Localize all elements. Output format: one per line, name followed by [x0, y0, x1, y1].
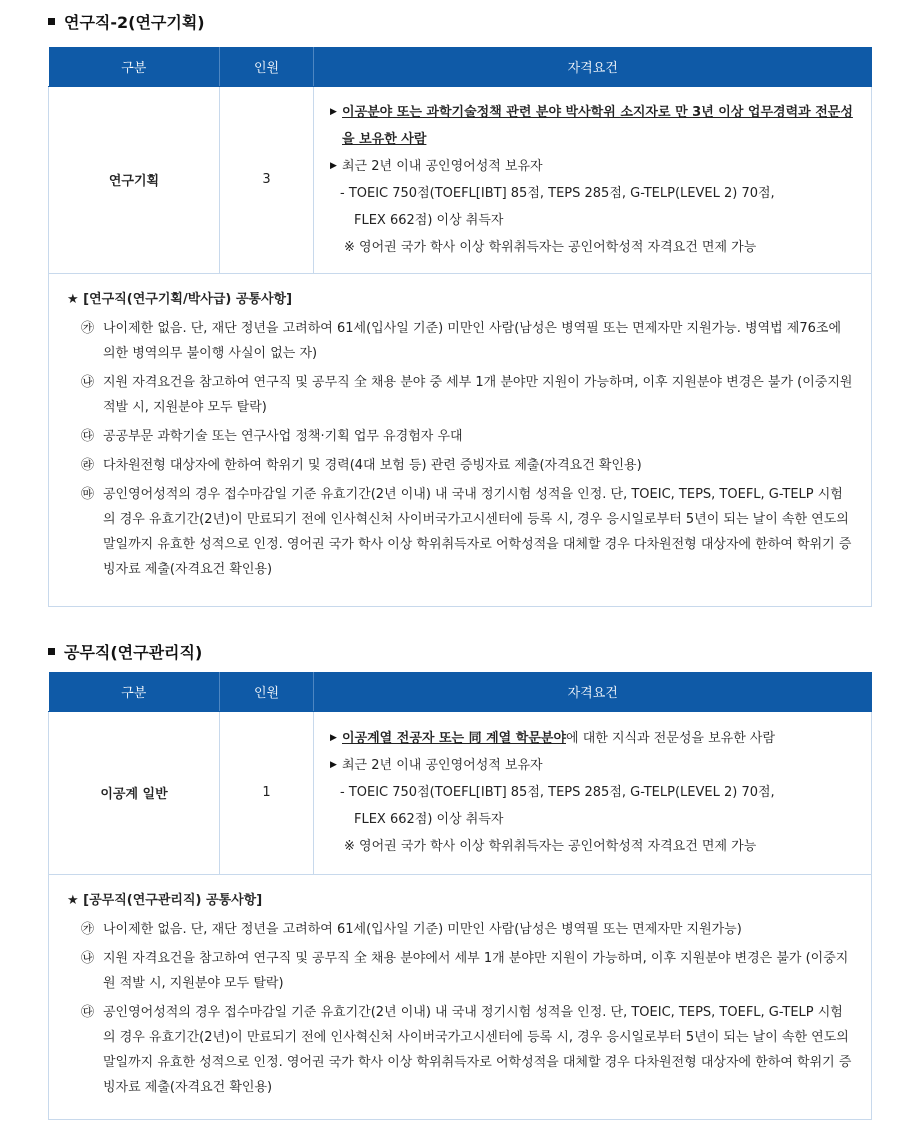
list-item-text: 다차원전형 대상자에 한하여 학위기 및 경력(4대 보험 등) 관련 증빙자료 제출(자격요건 확인용) [103, 458, 642, 473]
requirements-table-admin [48, 672, 872, 875]
list-item [67, 424, 855, 449]
triangle-bullet-icon: ▶ [330, 106, 337, 117]
table-header-row [49, 672, 872, 711]
list-item-text: 지원 자격요건을 참고하여 연구직 및 공무직 全 채용 분야 중 세부 1개 분야만 지원이 가능하며, 이후 지원분야 변경은 불가 (이중지원 적발 시, 지원분야 모두 탈락) [103, 375, 853, 415]
count-cell: 3 [220, 86, 314, 273]
requirement-text: 최근 2년 이내 공인영어성적 보유자 [342, 758, 543, 773]
requirement-note: ※ 영어권 국가 학사 이상 학위취득자는 공인어학성적 자격요건 면제 가능 [344, 239, 757, 255]
requirement-text: 이공분야 또는 과학기술정책 관련 분야 박사학위 소지자로 만 3년 이상 업무경력과 전문성을 보유한 사람 [342, 104, 853, 147]
header-count: 인원 [220, 47, 314, 86]
requirement-subtext: - TOEIC 750점(TOEFL[IBT] 85점, TEPS 285점, G-TELP(LEVEL 2) 70점, [340, 185, 775, 201]
requirement-emphasis: 이공계열 전공자 또는 同 계열 학문분야 [342, 731, 566, 746]
section-title-text: 공무직(연구관리직) [64, 643, 203, 662]
header-category: 구분 [49, 672, 220, 711]
list-item-text: 나이제한 없음. 단, 재단 정년을 고려하여 61세(입사일 기준) 미만인 사람(남성은 병역필 또는 면제자만 지원가능) [103, 922, 742, 937]
requirement-item [330, 725, 857, 752]
requirement-item [330, 752, 857, 779]
triangle-bullet-icon: ▶ [330, 733, 337, 743]
list-item-text: 지원 자격요건을 참고하여 연구직 및 공무직 全 채용 분야에서 세부 1개 분야만 지원이 가능하며, 이후 지원분야 변경은 불가 (이중지원 적발 시, 지원분야 모두 탈락) [103, 951, 849, 991]
requirement-subtext: FLEX 662점) 이상 취득자 [354, 812, 504, 827]
triangle-bullet-icon: ▶ [330, 760, 337, 770]
section-title-research-planning [48, 10, 205, 33]
triangle-bullet-icon: ▶ [330, 160, 337, 171]
requirements-table-research [48, 47, 872, 274]
list-item [67, 917, 855, 942]
list-marker: ㉯ [81, 951, 95, 966]
list-item-text: 나이제한 없음. 단, 재단 정년을 고려하여 61세(입사일 기준) 미만인 사람(남성은 병역필 또는 면제자만 지원가능. 병역법 제76조에 의한 병역의무 불이행 사실이 없는 자) [103, 321, 842, 361]
list-item [67, 482, 855, 582]
requirement-subtext: - TOEIC 750점(TOEFL[IBT] 85점, TEPS 285점, G-TELP(LEVEL 2) 70점, [340, 785, 775, 800]
list-marker: ㉯ [81, 375, 95, 390]
common-notes-title: ★ [공무직(연구관리직) 공통사항] [67, 893, 263, 908]
table-header-row [49, 47, 872, 86]
square-bullet-icon [48, 648, 55, 655]
table-row [49, 711, 872, 874]
requirement-subtext: FLEX 662점) 이상 취득자 [354, 212, 504, 228]
requirement-text [342, 725, 857, 752]
section-title-text: 연구직-2(연구기획) [64, 13, 205, 32]
section-title-research-admin [48, 640, 202, 663]
requirement-text: 최근 2년 이내 공인영어성적 보유자 [342, 158, 543, 174]
count-cell: 1 [220, 711, 314, 874]
category-cell: 연구기획 [49, 86, 220, 273]
list-item [67, 316, 855, 366]
requirement-note: ※ 영어권 국가 학사 이상 학위취득자는 공인어학성적 자격요건 면제 가능 [344, 839, 757, 854]
header-count: 인원 [220, 672, 314, 711]
table-row [49, 86, 872, 273]
list-item [67, 453, 855, 478]
list-marker: ㉰ [81, 1005, 95, 1020]
list-item-text: 공인영어성적의 경우 접수마감일 기준 유효기간(2년 이내) 내 국내 정기시험 성적을 인정. 단, TOEIC, TEPS, TOEFL, G-TELP 시험의 경우 유효기간(2년)이 만료되기 전에 인사혁신처 사이버국가고시센터에 등록 시, 경우 응시일로부터 5년이 되는 날이 속한 연도의 말일까지 유효한 성적으로 인정. 영어권 국가 학사 이상 학위취득자로 어학성적을 대체할 경우 다차원전형 대상자에 한하여 학위기 증빙자료 제출(자격요건 확인용) [103, 1005, 852, 1095]
common-notes-title: ★ [연구직(연구기획/박사급) 공통사항] [67, 292, 293, 307]
list-marker: ㉲ [81, 487, 95, 502]
requirement-item [330, 153, 857, 180]
header-requirements: 자격요건 [314, 672, 872, 711]
list-item [67, 1000, 855, 1100]
list-marker: ㉰ [81, 429, 95, 444]
list-item [67, 946, 855, 996]
list-item [67, 370, 855, 420]
list-marker: ㉮ [81, 922, 95, 937]
common-notes-research [48, 273, 872, 607]
list-item-text: 공공부문 과학기술 또는 연구사업 정책·기획 업무 유경험자 우대 [103, 429, 463, 444]
requirements-cell [314, 86, 872, 273]
common-notes-admin [48, 874, 872, 1120]
requirement-rest: 에 대한 지식과 전문성을 보유한 사람 [566, 731, 776, 746]
list-item-text: 공인영어성적의 경우 접수마감일 기준 유효기간(2년 이내) 내 국내 정기시험 성적을 인정. 단, TOEIC, TEPS, TOEFL, G-TELP 시험의 경우 유효기간(2년)이 만료되기 전에 인사혁신처 사이버국가고시센터에 등록 시, 경우 응시일로부터 5년이 되는 날이 속한 연도의 말일까지 유효한 성적으로 인정. 영어권 국가 학사 이상 학위취득자로 어학성적을 대체할 경우 다차원전형 대상자에 한하여 학위기 증빙자료 제출(자격요건 확인용) [103, 487, 852, 577]
header-requirements: 자격요건 [314, 47, 872, 86]
requirements-cell [314, 711, 872, 874]
requirement-item [330, 99, 857, 153]
list-marker: ㉱ [81, 458, 95, 473]
list-marker: ㉮ [81, 321, 95, 336]
header-category: 구분 [49, 47, 220, 86]
square-bullet-icon [48, 18, 55, 25]
category-cell: 이공계 일반 [49, 711, 220, 874]
